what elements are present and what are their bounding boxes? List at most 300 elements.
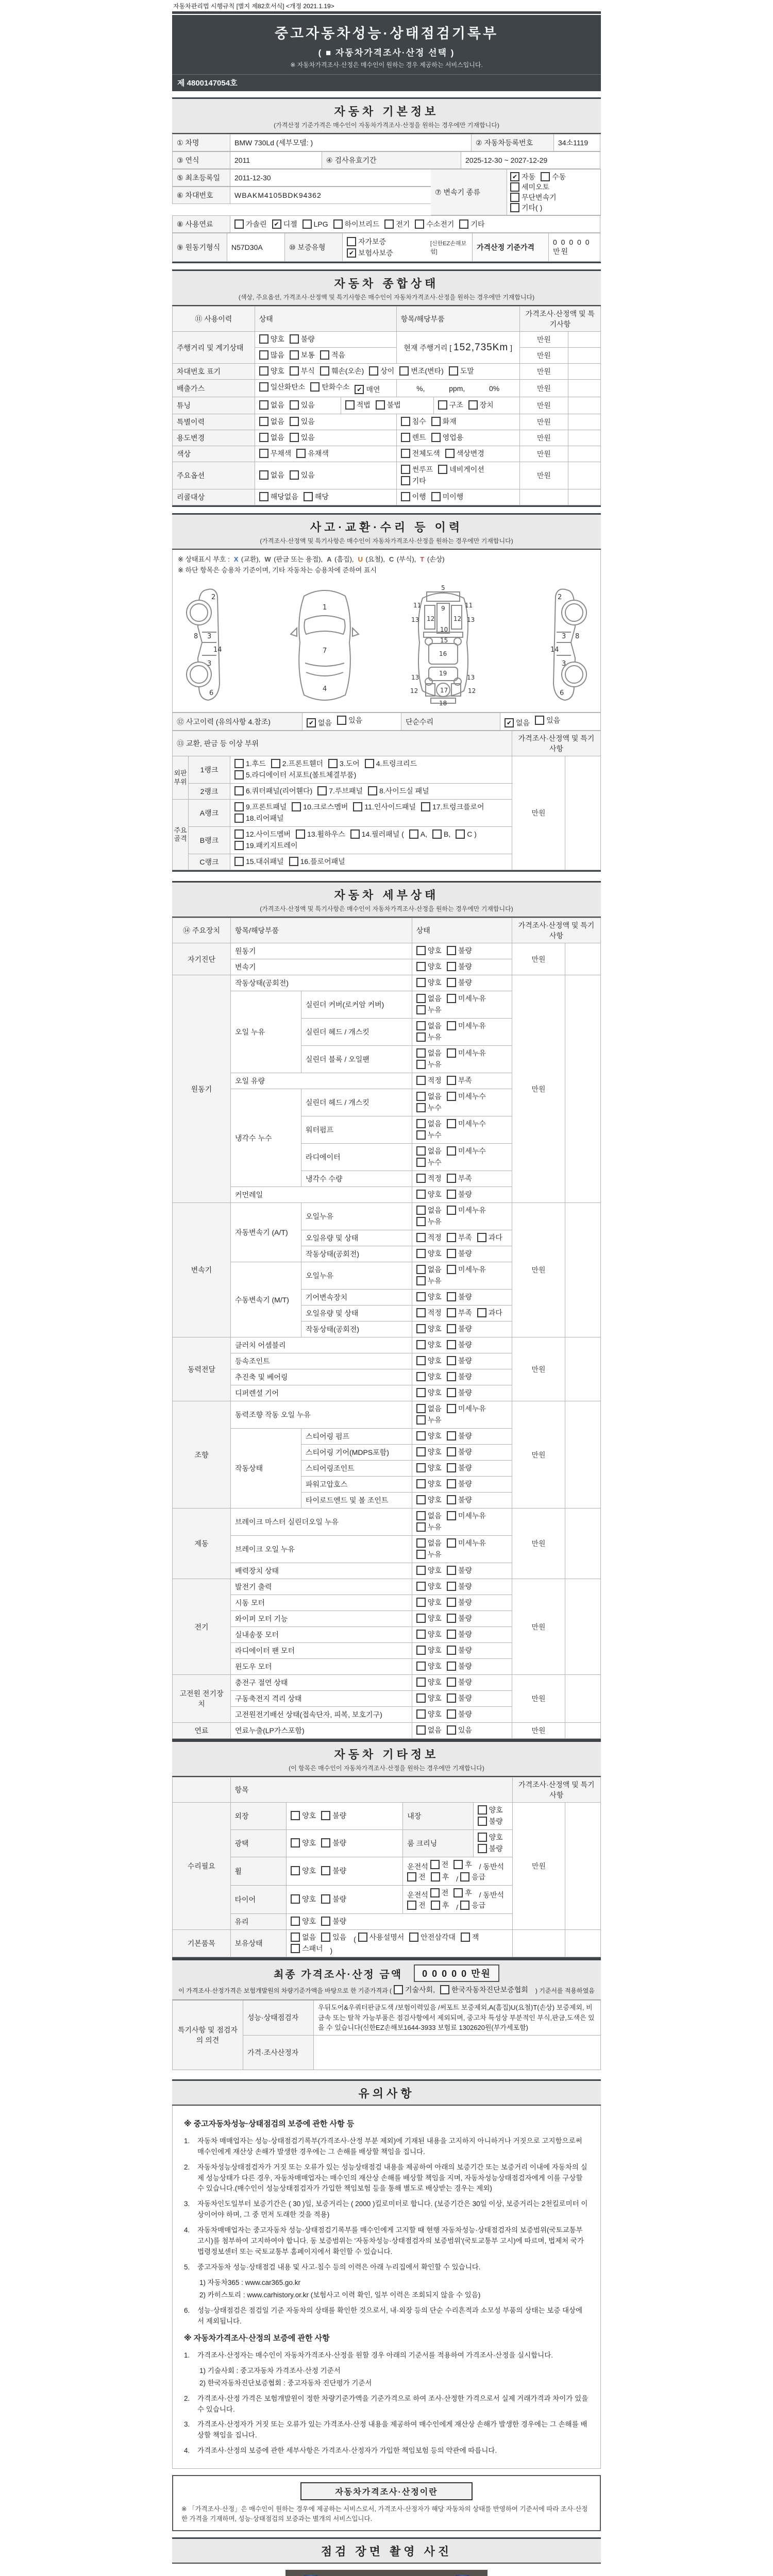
unchecked-checkbox-icon[interactable] — [290, 400, 299, 410]
unchecked-checkbox-icon[interactable] — [447, 1206, 456, 1215]
unchecked-checkbox-icon[interactable] — [431, 433, 441, 442]
unchecked-checkbox-icon[interactable] — [259, 433, 268, 442]
unchecked-checkbox-icon[interactable] — [478, 1844, 487, 1853]
unchecked-checkbox-icon[interactable] — [368, 786, 377, 795]
checkbox-option[interactable] — [447, 1538, 486, 1548]
checkbox-option[interactable] — [328, 758, 360, 769]
unchecked-checkbox-icon[interactable] — [447, 1021, 456, 1030]
checkbox-option[interactable] — [447, 1495, 472, 1505]
unchecked-checkbox-icon[interactable] — [259, 449, 268, 458]
checkbox-option[interactable] — [416, 1538, 442, 1548]
unchecked-checkbox-icon[interactable] — [510, 193, 519, 202]
checkbox-option[interactable] — [432, 829, 450, 839]
unchecked-checkbox-icon[interactable] — [401, 417, 410, 426]
checkbox-option[interactable] — [234, 840, 298, 851]
unchecked-checkbox-icon[interactable] — [416, 1677, 426, 1687]
checkbox-option[interactable] — [510, 192, 557, 202]
unchecked-checkbox-icon[interactable] — [401, 433, 410, 442]
unchecked-checkbox-icon[interactable] — [416, 1630, 426, 1639]
unchecked-checkbox-icon[interactable] — [407, 1901, 416, 1910]
checkbox-option[interactable] — [431, 492, 464, 502]
checkbox-option[interactable] — [416, 1340, 442, 1350]
unchecked-checkbox-icon[interactable] — [416, 1725, 426, 1735]
checkbox-option[interactable] — [416, 1522, 442, 1532]
checkbox-option[interactable] — [431, 1900, 449, 1910]
unchecked-checkbox-icon[interactable] — [447, 1646, 456, 1655]
checkbox-option[interactable] — [416, 1355, 442, 1366]
checkbox-option[interactable] — [416, 1216, 442, 1227]
checkbox-option[interactable] — [416, 1463, 442, 1473]
checkbox-option[interactable] — [535, 715, 560, 725]
unchecked-checkbox-icon[interactable] — [447, 994, 456, 1003]
checkbox-option[interactable] — [368, 786, 429, 796]
checked-checkbox-icon[interactable] — [505, 718, 514, 727]
checkbox-option[interactable] — [510, 172, 535, 182]
checkbox-option[interactable] — [401, 448, 440, 459]
unchecked-checkbox-icon[interactable] — [401, 449, 410, 458]
checkbox-option[interactable] — [447, 1173, 472, 1183]
checked-checkbox-icon[interactable] — [510, 172, 519, 181]
checkbox-option[interactable] — [416, 1005, 442, 1015]
checkbox-option[interactable] — [416, 1091, 442, 1101]
unchecked-checkbox-icon[interactable] — [447, 1092, 456, 1101]
unchecked-checkbox-icon[interactable] — [416, 1206, 426, 1215]
unchecked-checkbox-icon[interactable] — [447, 1538, 456, 1548]
checkbox-option[interactable] — [259, 470, 284, 480]
unchecked-checkbox-icon[interactable] — [431, 1901, 440, 1910]
checkbox-option[interactable] — [416, 1495, 442, 1505]
checkbox-option[interactable] — [416, 1308, 442, 1318]
checkbox-option[interactable] — [401, 432, 426, 443]
checkbox-option[interactable] — [234, 219, 267, 229]
unchecked-checkbox-icon[interactable] — [358, 1933, 367, 1942]
unchecked-checkbox-icon[interactable] — [447, 1076, 456, 1085]
unchecked-checkbox-icon[interactable] — [291, 1917, 300, 1926]
unchecked-checkbox-icon[interactable] — [320, 350, 329, 360]
unchecked-checkbox-icon[interactable] — [320, 366, 329, 376]
unchecked-checkbox-icon[interactable] — [447, 1146, 456, 1156]
checkbox-option[interactable] — [447, 1479, 472, 1489]
unchecked-checkbox-icon[interactable] — [303, 219, 312, 229]
checkbox-option[interactable] — [447, 961, 472, 972]
unchecked-checkbox-icon[interactable] — [416, 1092, 426, 1101]
checkbox-option[interactable] — [416, 1032, 442, 1042]
checkbox-option[interactable] — [289, 856, 345, 867]
unchecked-checkbox-icon[interactable] — [416, 1146, 426, 1156]
checkbox-option[interactable] — [358, 1932, 405, 1942]
checkbox-option[interactable] — [291, 1894, 316, 1904]
checkbox-option[interactable] — [416, 1118, 442, 1129]
checkbox-option[interactable] — [416, 977, 442, 988]
unchecked-checkbox-icon[interactable] — [447, 1463, 456, 1472]
unchecked-checkbox-icon[interactable] — [416, 1415, 426, 1425]
checkbox-option[interactable] — [416, 1447, 442, 1457]
unchecked-checkbox-icon[interactable] — [447, 1048, 456, 1058]
checkbox-option[interactable] — [416, 1693, 442, 1703]
checkbox-option[interactable] — [291, 1866, 316, 1876]
unchecked-checkbox-icon[interactable] — [447, 1265, 456, 1274]
checkbox-option[interactable] — [416, 1189, 442, 1199]
unchecked-checkbox-icon[interactable] — [478, 1817, 487, 1826]
unchecked-checkbox-icon[interactable] — [416, 1522, 426, 1532]
checkbox-option[interactable] — [416, 1431, 442, 1441]
checked-checkbox-icon[interactable] — [355, 385, 364, 394]
unchecked-checkbox-icon[interactable] — [416, 1276, 426, 1285]
checkbox-option[interactable] — [447, 1463, 472, 1473]
checked-checkbox-icon[interactable] — [272, 219, 281, 229]
checkbox-option[interactable] — [416, 1387, 442, 1398]
unchecked-checkbox-icon[interactable] — [431, 417, 441, 426]
checkbox-option[interactable] — [401, 464, 433, 474]
unchecked-checkbox-icon[interactable] — [416, 962, 426, 971]
checkbox-option[interactable] — [259, 416, 284, 427]
checkbox-option[interactable] — [447, 1371, 472, 1382]
checkbox-option[interactable] — [416, 1403, 442, 1414]
checkbox-option[interactable] — [505, 718, 530, 728]
checkbox-option[interactable] — [447, 1511, 486, 1521]
checkbox-option[interactable] — [447, 1725, 472, 1735]
unchecked-checkbox-icon[interactable] — [259, 470, 268, 480]
checkbox-option[interactable] — [291, 1943, 323, 1954]
unchecked-checkbox-icon[interactable] — [459, 219, 468, 229]
checkbox-option[interactable] — [447, 1613, 472, 1623]
checkbox-option[interactable] — [290, 416, 315, 427]
checkbox-option[interactable] — [401, 492, 426, 502]
unchecked-checkbox-icon[interactable] — [416, 1324, 426, 1333]
unchecked-checkbox-icon[interactable] — [291, 1894, 300, 1904]
checkbox-option[interactable] — [415, 219, 454, 229]
checkbox-option[interactable] — [447, 1248, 472, 1259]
unchecked-checkbox-icon[interactable] — [416, 1005, 426, 1014]
checkbox-option[interactable] — [430, 1859, 449, 1870]
checkbox-option[interactable] — [459, 219, 484, 229]
unchecked-checkbox-icon[interactable] — [416, 1372, 426, 1381]
unchecked-checkbox-icon[interactable] — [535, 716, 544, 725]
unchecked-checkbox-icon[interactable] — [416, 1190, 426, 1199]
checkbox-option[interactable] — [347, 236, 386, 247]
unchecked-checkbox-icon[interactable] — [447, 1582, 456, 1591]
checkbox-option[interactable] — [447, 1387, 472, 1398]
checkbox-option[interactable] — [291, 1932, 316, 1942]
checkbox-option[interactable] — [447, 1205, 486, 1215]
checkbox-option[interactable] — [234, 829, 291, 839]
unchecked-checkbox-icon[interactable] — [416, 1119, 426, 1128]
unchecked-checkbox-icon[interactable] — [431, 1872, 440, 1882]
unchecked-checkbox-icon[interactable] — [259, 417, 268, 426]
checkbox-option[interactable] — [438, 464, 484, 474]
unchecked-checkbox-icon[interactable] — [409, 829, 418, 839]
checkbox-option[interactable] — [447, 1075, 472, 1086]
unchecked-checkbox-icon[interactable] — [416, 1709, 426, 1719]
unchecked-checkbox-icon[interactable] — [416, 1662, 426, 1671]
unchecked-checkbox-icon[interactable] — [421, 802, 430, 811]
checkbox-option[interactable] — [447, 1645, 472, 1655]
unchecked-checkbox-icon[interactable] — [317, 786, 327, 795]
unchecked-checkbox-icon[interactable] — [432, 829, 442, 839]
unchecked-checkbox-icon[interactable] — [447, 1233, 456, 1242]
checkbox-option[interactable] — [317, 786, 363, 796]
checkbox-option[interactable] — [310, 382, 349, 392]
checkbox-option[interactable] — [321, 1894, 346, 1904]
checkbox-option[interactable] — [447, 1677, 472, 1687]
unchecked-checkbox-icon[interactable] — [321, 1917, 330, 1926]
checkbox-option[interactable] — [416, 1059, 442, 1070]
unchecked-checkbox-icon[interactable] — [447, 1174, 456, 1183]
checkbox-option[interactable] — [290, 366, 315, 376]
checkbox-option[interactable] — [291, 1916, 316, 1926]
checkbox-option[interactable] — [303, 219, 328, 229]
unchecked-checkbox-icon[interactable] — [447, 1447, 456, 1456]
unchecked-checkbox-icon[interactable] — [259, 382, 268, 392]
checkbox-option[interactable] — [447, 977, 472, 988]
checkbox-option[interactable] — [259, 492, 298, 502]
unchecked-checkbox-icon[interactable] — [321, 1933, 330, 1942]
checkbox-option[interactable] — [431, 432, 464, 443]
unchecked-checkbox-icon[interactable] — [416, 1479, 426, 1488]
checkbox-option[interactable] — [460, 1872, 485, 1882]
unchecked-checkbox-icon[interactable] — [447, 1388, 456, 1397]
unchecked-checkbox-icon[interactable] — [453, 1860, 463, 1869]
checkbox-option[interactable] — [321, 1810, 346, 1821]
unchecked-checkbox-icon[interactable] — [376, 400, 385, 410]
checkbox-option[interactable] — [416, 1130, 442, 1140]
checkbox-option[interactable] — [416, 1661, 442, 1671]
checkbox-option[interactable] — [447, 1431, 472, 1441]
unchecked-checkbox-icon[interactable] — [447, 1324, 456, 1333]
unchecked-checkbox-icon[interactable] — [416, 1340, 426, 1349]
unchecked-checkbox-icon[interactable] — [460, 1901, 469, 1910]
unchecked-checkbox-icon[interactable] — [399, 366, 409, 376]
checkbox-option[interactable] — [291, 1810, 316, 1821]
unchecked-checkbox-icon[interactable] — [438, 465, 447, 474]
unchecked-checkbox-icon[interactable] — [416, 1495, 426, 1504]
checkbox-option[interactable] — [416, 1629, 442, 1639]
checkbox-option[interactable] — [320, 350, 345, 360]
checkbox-option[interactable] — [296, 448, 329, 459]
checkbox-option[interactable] — [447, 1146, 486, 1156]
checkbox-option[interactable] — [290, 470, 315, 480]
checkbox-option[interactable] — [259, 432, 284, 443]
checkbox-option[interactable] — [304, 492, 329, 502]
unchecked-checkbox-icon[interactable] — [296, 449, 306, 458]
unchecked-checkbox-icon[interactable] — [447, 1495, 456, 1504]
checkbox-option[interactable] — [416, 1048, 442, 1058]
unchecked-checkbox-icon[interactable] — [401, 465, 410, 474]
unchecked-checkbox-icon[interactable] — [447, 978, 456, 987]
checkbox-option[interactable] — [416, 1075, 442, 1086]
unchecked-checkbox-icon[interactable] — [321, 1838, 330, 1848]
unchecked-checkbox-icon[interactable] — [416, 1582, 426, 1591]
unchecked-checkbox-icon[interactable] — [291, 1944, 300, 1953]
unchecked-checkbox-icon[interactable] — [291, 1811, 300, 1820]
checkbox-option[interactable] — [447, 1091, 486, 1101]
unchecked-checkbox-icon[interactable] — [416, 994, 426, 1003]
checkbox-option[interactable] — [416, 1103, 442, 1113]
unchecked-checkbox-icon[interactable] — [321, 1811, 330, 1820]
unchecked-checkbox-icon[interactable] — [290, 366, 299, 376]
unchecked-checkbox-icon[interactable] — [259, 334, 268, 344]
checkbox-option[interactable] — [460, 1900, 485, 1910]
checkbox-option[interactable] — [353, 802, 416, 812]
unchecked-checkbox-icon[interactable] — [541, 172, 550, 181]
unchecked-checkbox-icon[interactable] — [291, 1933, 300, 1942]
checkbox-option[interactable] — [447, 1340, 472, 1350]
unchecked-checkbox-icon[interactable] — [234, 770, 244, 779]
checkbox-option[interactable] — [447, 1693, 472, 1703]
checkbox-option[interactable] — [259, 366, 284, 376]
checkbox-option[interactable] — [447, 1403, 486, 1414]
unchecked-checkbox-icon[interactable] — [333, 219, 343, 229]
unchecked-checkbox-icon[interactable] — [290, 470, 299, 480]
checkbox-option[interactable] — [416, 1146, 442, 1156]
checkbox-option[interactable] — [416, 1709, 442, 1719]
unchecked-checkbox-icon[interactable] — [416, 1217, 426, 1226]
unchecked-checkbox-icon[interactable] — [416, 1060, 426, 1069]
unchecked-checkbox-icon[interactable] — [416, 1292, 426, 1301]
unchecked-checkbox-icon[interactable] — [416, 1048, 426, 1058]
unchecked-checkbox-icon[interactable] — [416, 1614, 426, 1623]
unchecked-checkbox-icon[interactable] — [460, 1872, 469, 1882]
checkbox-option[interactable] — [399, 366, 443, 376]
unchecked-checkbox-icon[interactable] — [468, 400, 478, 410]
checkbox-option[interactable] — [447, 945, 472, 956]
unchecked-checkbox-icon[interactable] — [447, 1404, 456, 1413]
unchecked-checkbox-icon[interactable] — [401, 476, 410, 485]
checkbox-option[interactable] — [290, 334, 315, 344]
unchecked-checkbox-icon[interactable] — [407, 1872, 416, 1882]
checkbox-option[interactable] — [416, 1157, 442, 1167]
unchecked-checkbox-icon[interactable] — [292, 802, 301, 811]
unchecked-checkbox-icon[interactable] — [416, 946, 426, 955]
checkbox-option[interactable] — [447, 1355, 472, 1366]
unchecked-checkbox-icon[interactable] — [259, 492, 268, 501]
checkbox-option[interactable] — [234, 770, 356, 780]
unchecked-checkbox-icon[interactable] — [234, 841, 244, 850]
checkbox-option[interactable] — [290, 350, 315, 360]
checkbox-option[interactable] — [438, 400, 463, 410]
checkbox-option[interactable] — [416, 1581, 442, 1591]
unchecked-checkbox-icon[interactable] — [447, 1356, 456, 1365]
unchecked-checkbox-icon[interactable] — [321, 1866, 330, 1875]
unchecked-checkbox-icon[interactable] — [290, 433, 299, 442]
checkbox-option[interactable] — [271, 758, 323, 769]
unchecked-checkbox-icon[interactable] — [384, 219, 394, 229]
unchecked-checkbox-icon[interactable] — [369, 366, 378, 376]
checkbox-option[interactable] — [461, 1932, 479, 1942]
unchecked-checkbox-icon[interactable] — [328, 759, 338, 768]
checkbox-option[interactable] — [296, 829, 345, 839]
checkbox-option[interactable] — [234, 758, 266, 769]
unchecked-checkbox-icon[interactable] — [234, 786, 244, 795]
checkbox-option[interactable] — [447, 1629, 472, 1639]
checkbox-option[interactable] — [259, 350, 284, 360]
unchecked-checkbox-icon[interactable] — [416, 1646, 426, 1655]
unchecked-checkbox-icon[interactable] — [447, 1598, 456, 1607]
unchecked-checkbox-icon[interactable] — [416, 1174, 426, 1183]
unchecked-checkbox-icon[interactable] — [416, 1447, 426, 1456]
unchecked-checkbox-icon[interactable] — [234, 814, 244, 823]
unchecked-checkbox-icon[interactable] — [447, 1614, 456, 1623]
unchecked-checkbox-icon[interactable] — [234, 857, 244, 866]
unchecked-checkbox-icon[interactable] — [353, 802, 362, 811]
checkbox-option[interactable] — [447, 1597, 472, 1607]
unchecked-checkbox-icon[interactable] — [445, 449, 455, 458]
unchecked-checkbox-icon[interactable] — [290, 334, 299, 344]
checkbox-option[interactable] — [259, 400, 284, 410]
unchecked-checkbox-icon[interactable] — [447, 1292, 456, 1301]
checkbox-option[interactable] — [401, 416, 426, 427]
unchecked-checkbox-icon[interactable] — [416, 1538, 426, 1548]
checkbox-option[interactable] — [478, 1832, 503, 1842]
unchecked-checkbox-icon[interactable] — [416, 1356, 426, 1365]
checkbox-option[interactable] — [447, 1447, 472, 1457]
checkbox-option[interactable] — [416, 1324, 442, 1334]
checkbox-option[interactable] — [234, 856, 284, 867]
unchecked-checkbox-icon[interactable] — [296, 829, 305, 839]
unchecked-checkbox-icon[interactable] — [345, 400, 355, 410]
unchecked-checkbox-icon[interactable] — [447, 1709, 456, 1719]
unchecked-checkbox-icon[interactable] — [447, 1340, 456, 1349]
checkbox-option[interactable] — [510, 202, 542, 213]
checkbox-option[interactable] — [456, 829, 477, 839]
unchecked-checkbox-icon[interactable] — [478, 1805, 487, 1815]
unchecked-checkbox-icon[interactable] — [416, 1076, 426, 1085]
checkbox-option[interactable] — [477, 1232, 502, 1243]
unchecked-checkbox-icon[interactable] — [350, 829, 360, 839]
checkbox-option[interactable] — [416, 1248, 442, 1259]
checkbox-option[interactable] — [447, 1581, 472, 1591]
checkbox-option[interactable] — [447, 1308, 472, 1318]
checkbox-option[interactable] — [510, 182, 549, 192]
checkbox-option[interactable] — [259, 448, 292, 459]
unchecked-checkbox-icon[interactable] — [447, 962, 456, 971]
unchecked-checkbox-icon[interactable] — [401, 492, 410, 501]
unchecked-checkbox-icon[interactable] — [447, 1725, 456, 1735]
checkbox-option[interactable] — [321, 1932, 346, 1942]
unchecked-checkbox-icon[interactable] — [447, 1119, 456, 1128]
unchecked-checkbox-icon[interactable] — [416, 978, 426, 987]
unchecked-checkbox-icon[interactable] — [478, 1833, 487, 1842]
unchecked-checkbox-icon[interactable] — [290, 350, 299, 360]
checkbox-option[interactable] — [416, 1205, 442, 1215]
unchecked-checkbox-icon[interactable] — [234, 219, 244, 229]
unchecked-checkbox-icon[interactable] — [416, 1693, 426, 1703]
checkbox-option[interactable] — [394, 1985, 435, 1995]
unchecked-checkbox-icon[interactable] — [416, 1032, 426, 1042]
unchecked-checkbox-icon[interactable] — [447, 1431, 456, 1440]
checkbox-option[interactable] — [431, 416, 457, 427]
checkbox-option[interactable] — [447, 1232, 472, 1243]
unchecked-checkbox-icon[interactable] — [510, 182, 519, 192]
checkbox-option[interactable] — [477, 1308, 502, 1318]
checkbox-option[interactable] — [376, 400, 401, 410]
unchecked-checkbox-icon[interactable] — [447, 1630, 456, 1639]
checkbox-option[interactable] — [337, 715, 362, 725]
checkbox-option[interactable] — [416, 1677, 442, 1687]
checkbox-option[interactable] — [421, 802, 484, 812]
checkbox-option[interactable] — [468, 400, 494, 410]
checkbox-option[interactable] — [407, 1872, 426, 1882]
checkbox-option[interactable] — [447, 1661, 472, 1671]
unchecked-checkbox-icon[interactable] — [291, 1838, 300, 1848]
checkbox-option[interactable] — [447, 1565, 472, 1575]
unchecked-checkbox-icon[interactable] — [447, 1677, 456, 1687]
checkbox-option[interactable] — [431, 1872, 449, 1882]
checkbox-option[interactable] — [416, 993, 442, 1004]
checkbox-option[interactable] — [290, 400, 315, 410]
checkbox-option[interactable] — [259, 334, 284, 344]
checkbox-option[interactable] — [321, 1916, 346, 1926]
